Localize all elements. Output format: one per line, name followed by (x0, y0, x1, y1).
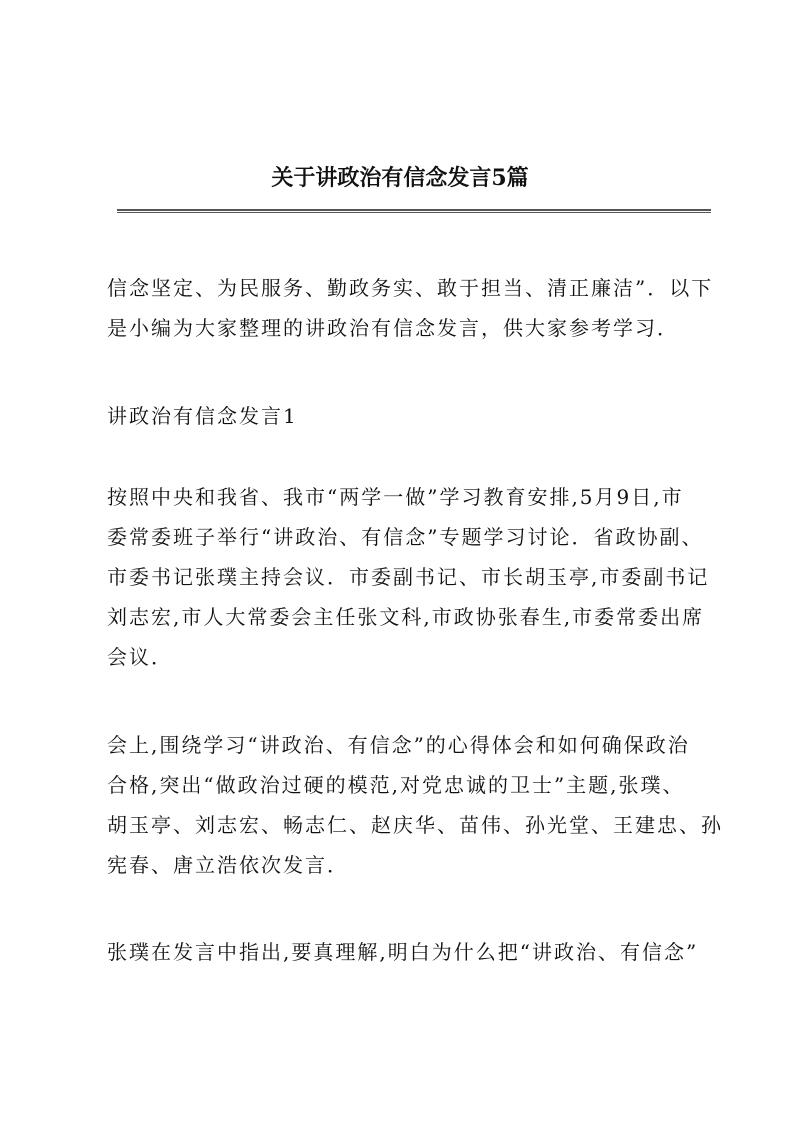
paragraph-line: 宪春、唐立浩依次发言． (107, 853, 349, 877)
paragraph-line: 合格,突出“做政治过硬的模范,对党忠诚的卫士”主题,张璞、 (107, 773, 685, 797)
section-heading-text: 讲政治有信念发言1 (107, 404, 298, 428)
paragraph-line: 张璞在发言中指出,要真理解,明白为什么把“讲政治、有信念” (107, 940, 699, 964)
paragraph-line: 委常委班子举行“讲政治、有信念”专题学习讨论．省政协副、 (107, 525, 704, 549)
paragraph-line: 刘志宏,市人大常委会主任张文科,市政协张春生,市委常委出席 (107, 605, 705, 629)
document-title: 关于讲政治有信念发言5篇 (271, 165, 529, 191)
paragraph-line: 会议． (107, 645, 173, 669)
body-paragraph (107, 725, 723, 885)
paragraph-line: 信念坚定、为民服务、勤政务实、敢于担当、清正廉洁”．以下 (107, 276, 714, 300)
paragraph-line: 会上,围绕学习“讲政治、有信念”的心得体会和如何确保政治 (107, 733, 690, 757)
paragraph-line: 市委书记张璞主持会议．市委副书记、市长胡玉亭,市委副书记 (107, 565, 710, 589)
paragraph-line: 胡玉亭、刘志宏、畅志仁、赵庆华、苗伟、孙光堂、王建忠、孙 (107, 813, 723, 837)
intro-paragraph (107, 268, 713, 348)
body-paragraph (107, 932, 713, 972)
body-paragraph (107, 477, 713, 677)
section-heading (107, 396, 713, 436)
paragraph-line: 按照中央和我省、我市“两学一做”学习教育安排,5月9日,市 (107, 485, 684, 509)
title-underline (117, 209, 711, 213)
paragraph-line: 是小编为大家整理的讲政治有信念发言，供大家参考学习． (107, 316, 679, 340)
